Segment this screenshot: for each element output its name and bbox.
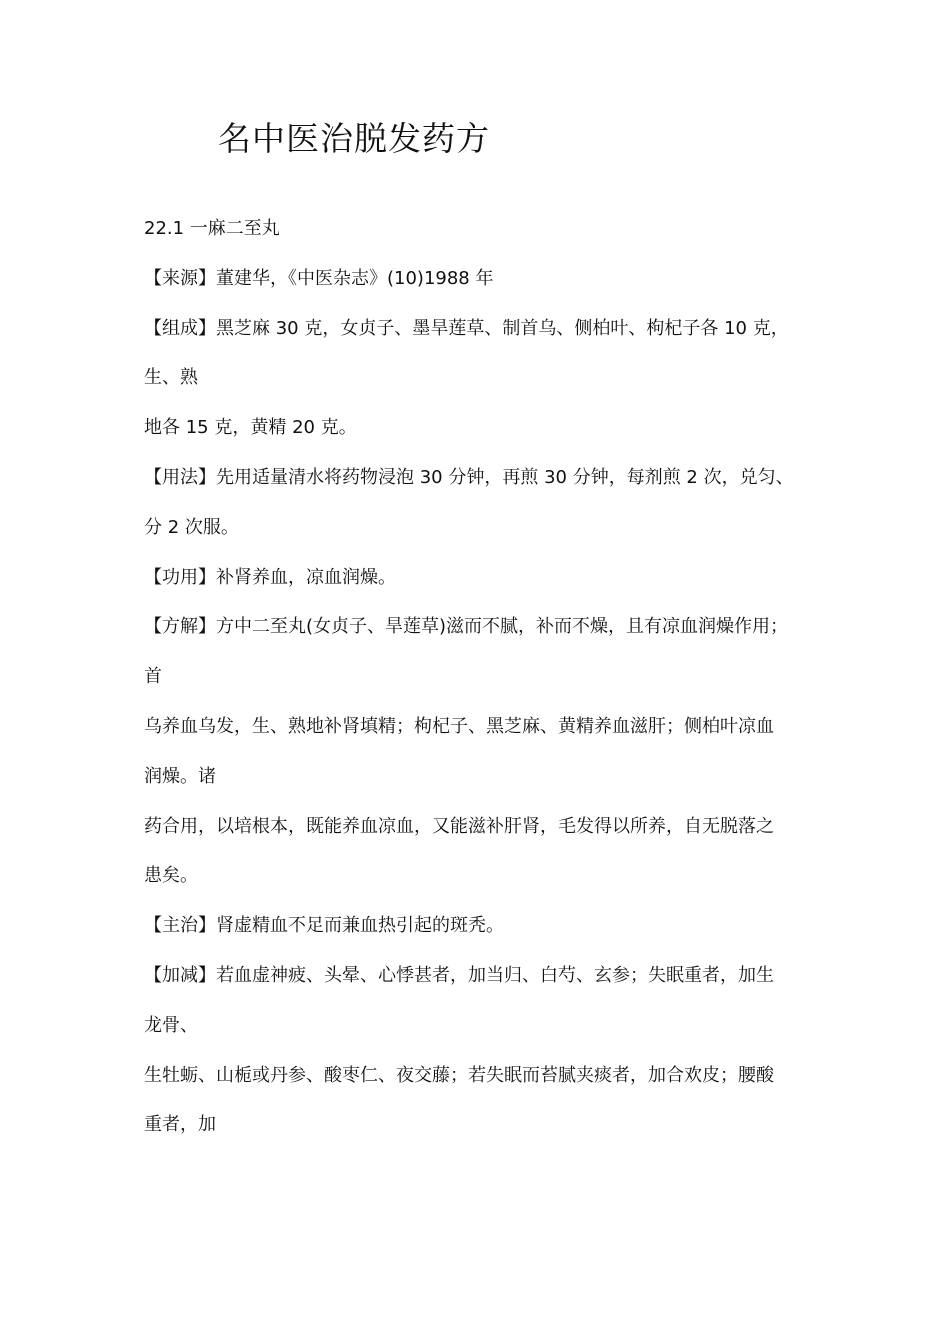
document-title: 名中医治脱发药方 — [218, 119, 490, 158]
text-line: 【组成】黑芝麻 30 克，女贞子、墨旱莲草、制首乌、侧柏叶、枸杞子各 10 克， — [144, 317, 789, 339]
text-line: 生、熟 — [144, 367, 198, 389]
text-line: 首 — [144, 666, 162, 688]
text-line: 【主治】肾虚精血不足而兼血热引起的斑秃。 — [144, 915, 504, 937]
text-line: 【加减】若血虚神疲、头晕、心悸甚者，加当归、白芍、玄参；失眠重者，加生 — [144, 964, 774, 986]
text-line: 分 2 次服。 — [144, 516, 239, 538]
text-line: 【来源】董建华，《中医杂志》(10)1988 年 — [144, 267, 494, 289]
text-line: 【功用】补肾养血，凉血润燥。 — [144, 566, 396, 588]
text-line: 润燥。诸 — [144, 765, 216, 787]
text-line: 【用法】先用适量清水将药物浸泡 30 分钟，再煎 30 分钟，每剂煎 2 次，兑匀、 — [144, 466, 794, 488]
text-line: 生牡蛎、山栀或丹参、酸枣仁、夜交藤；若失眠而苔腻夹痰者，加合欢皮；腰酸 — [144, 1064, 774, 1086]
text-line: 患矣。 — [144, 865, 198, 887]
text-line: 地各 15 克，黄精 20 克。 — [144, 417, 357, 439]
text-line: 22.1 一麻二至丸 — [144, 218, 280, 239]
text-line: 乌养血乌发，生、熟地补肾填精；枸杞子、黑芝麻、黄精养血滋肝；侧柏叶凉血 — [144, 715, 774, 737]
text-line: 药合用，以培根本，既能养血凉血，又能滋补肝肾，毛发得以所养，自无脱落之 — [144, 815, 774, 837]
text-line: 重者，加 — [144, 1114, 216, 1136]
document-body — [144, 204, 824, 1150]
text-line: 龙骨、 — [144, 1014, 198, 1036]
text-line: 【方解】方中二至丸(女贞子、旱莲草)滋而不腻，补而不燥，且有凉血润燥作用； — [144, 616, 789, 638]
